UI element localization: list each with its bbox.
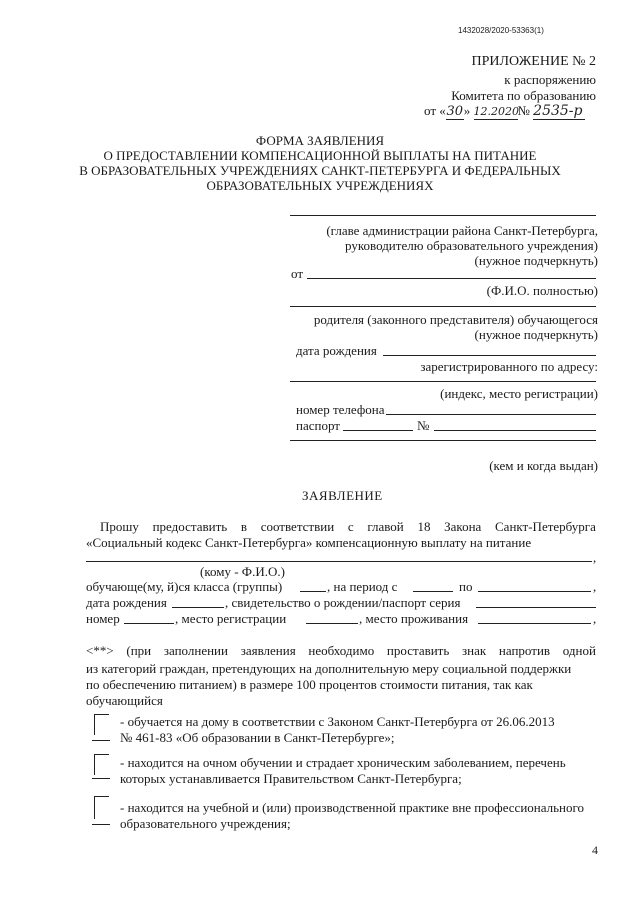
registration-field[interactable] <box>306 623 358 624</box>
certificate-series-field[interactable] <box>476 607 596 608</box>
option-3-checkbox-base <box>92 824 110 825</box>
addressee-hint-3: (нужное подчеркнуть) <box>474 253 598 268</box>
option-1-line-1: - обучается на дому в соответствии с Законом Санкт-Петербурга от 26.06.2013 <box>120 714 555 729</box>
form-title-4: ОБРАЗОВАТЕЛЬНЫХ УЧРЕЖДЕНИЯХ <box>206 178 434 193</box>
class-label: обучающе(му, й)ся класса (группы) <box>86 579 283 594</box>
appendix-line1: к распоряжению <box>504 72 596 87</box>
period-from-field[interactable] <box>413 591 453 592</box>
note-line-3: по обеспечению питанием) в размере 100 процентов стоимости питания, так как <box>86 677 533 692</box>
fio-hint: (Ф.И.О. полностью) <box>486 283 598 298</box>
number-prefix: № <box>517 103 530 118</box>
comma: , <box>593 611 597 626</box>
word: знак <box>462 643 487 658</box>
word: предоставить <box>152 519 228 534</box>
word: напротив <box>498 643 551 658</box>
page-number: 4 <box>592 843 598 857</box>
comma: , <box>593 579 597 594</box>
word: необходимо <box>308 643 375 658</box>
word: одной <box>562 643 596 658</box>
body-line-1 <box>100 519 596 534</box>
appendix-date-line <box>424 103 585 120</box>
note-line-2: из категорий граждан, претендующих на дополнительную меру социальной поддержки <box>86 661 572 676</box>
from-label: от <box>291 266 304 281</box>
word: с <box>347 519 354 534</box>
address-field[interactable] <box>290 381 596 382</box>
addressee-hint-1: (главе администрации района Санкт-Петербурга, <box>326 223 598 238</box>
word: 18 <box>417 519 431 534</box>
parent-hint-2: (нужное подчеркнуть) <box>474 327 598 342</box>
word: <**> <box>86 643 114 658</box>
date-mid: » <box>463 103 471 118</box>
option-3-line-2: образовательного учреждения; <box>120 816 291 831</box>
child-birth-field[interactable] <box>172 607 224 608</box>
option-2-line-2: которых устанавливается Правительством Санкт-Петербурга; <box>120 771 462 786</box>
word: Закона <box>444 519 482 534</box>
appendix-line2: Комитета по образованию <box>451 88 596 103</box>
word: (при <box>126 643 152 658</box>
date-month: 12.2020 <box>473 105 520 118</box>
passport-number-label: № <box>417 418 430 433</box>
word: заявления <box>240 643 296 658</box>
child-birth-label: дата рождения <box>86 595 167 610</box>
option-3-line-1: - находится на учебной и (или) производственной практике вне профессионального <box>120 800 585 815</box>
comma: , <box>593 550 597 565</box>
statement-title: ЗАЯВЛЕНИЕ <box>302 488 383 503</box>
period-from-label: , на период с <box>327 579 398 594</box>
note-line-1 <box>86 643 596 658</box>
document-id: 1432028/2020-53363(1) <box>458 26 544 35</box>
registered-label: зарегистрированного по адресу: <box>420 359 598 374</box>
class-field[interactable] <box>300 591 326 592</box>
residence-field[interactable] <box>478 623 591 624</box>
index-hint: (индекс, место регистрации) <box>440 386 598 401</box>
addressee-line[interactable] <box>290 215 596 216</box>
parent-hint-1: родителя (законного представителя) обучающегося <box>313 312 598 327</box>
issued-hint: (кем и когда выдан) <box>489 458 598 473</box>
period-to-field[interactable] <box>478 591 591 592</box>
option-1-line-2: № 461-83 «Об образовании в Санкт-Петербурге»; <box>120 730 395 745</box>
word: в <box>240 519 248 534</box>
option-3-checkbox[interactable] <box>94 796 109 819</box>
form-title-1: ФОРМА ЗАЯВЛЕНИЯ <box>255 133 385 148</box>
option-2-line-1: - находится на очном обучении и страдает хроническим заболеванием, перечень <box>120 755 566 770</box>
birth-label: дата рождения <box>296 343 377 358</box>
phone-label: номер телефона <box>296 402 385 417</box>
number-field[interactable] <box>124 623 174 624</box>
word: соответствии <box>260 519 335 534</box>
passport-series-field[interactable] <box>343 430 413 431</box>
note-line-4: обучающийся <box>86 693 163 708</box>
date-prefix: от « <box>424 103 446 118</box>
birth-field[interactable] <box>383 355 596 356</box>
word: заполнении <box>163 643 228 658</box>
option-1-checkbox-base <box>92 740 110 741</box>
period-to-label: по <box>459 579 473 594</box>
form-title-2: О ПРЕДОСТАВЛЕНИИ КОМПЕНСАЦИОННОЙ ВЫПЛАТЫ НА ПИТАНИЕ <box>103 148 537 163</box>
date-day: 30 <box>446 104 464 119</box>
parent-line[interactable] <box>290 306 596 307</box>
addressee-hint-2: руководителю образовательного учреждения) <box>345 238 598 253</box>
registration-label: , место регистрации <box>175 611 287 626</box>
option-2-checkbox-base <box>92 778 110 779</box>
number-label: номер <box>86 611 120 626</box>
option-2-checkbox[interactable] <box>94 754 109 775</box>
order-number: 2535-р <box>533 104 585 120</box>
body-line-2: «Социальный кодекс Санкт-Петербурга» компенсационную выплату на питание <box>86 535 532 550</box>
word: Прошу <box>100 519 139 534</box>
to-whom-hint: (кому - Ф.И.О.) <box>200 564 285 579</box>
word: проставить <box>386 643 450 658</box>
passport-issued-field[interactable] <box>290 440 596 441</box>
from-field[interactable] <box>307 278 596 279</box>
certificate-label: , свидетельство о рождении/паспорт серия <box>225 595 461 610</box>
passport-label: паспорт <box>296 418 340 433</box>
appendix-title: ПРИЛОЖЕНИЕ № 2 <box>471 54 596 69</box>
form-title-3: В ОБРАЗОВАТЕЛЬНЫХ УЧРЕЖДЕНИЯХ САНКТ-ПЕТЕРБУРГА И ФЕДЕРАЛЬНЫХ <box>79 163 561 178</box>
phone-field[interactable] <box>386 414 596 415</box>
option-1-checkbox[interactable] <box>94 714 109 735</box>
word: Санкт-Петербурга <box>495 519 596 534</box>
residence-label: , место проживания <box>359 611 469 626</box>
recipient-field[interactable] <box>86 561 592 562</box>
word: главой <box>367 519 404 534</box>
passport-number-field[interactable] <box>434 430 596 431</box>
